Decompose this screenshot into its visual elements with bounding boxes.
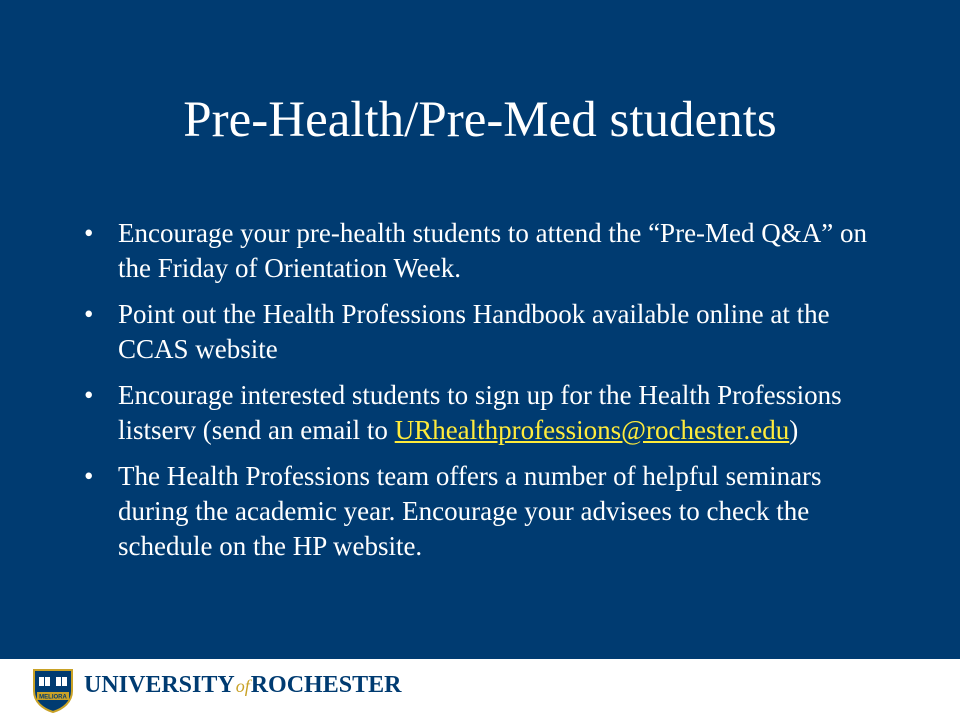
- wordmark-rochester: ROCHESTER: [250, 672, 402, 698]
- university-wordmark: [84, 672, 401, 699]
- bullet-text: The Health Professions team offers a number of helpful seminars during the academic year. Encourage your advisees to check the schedule on the HP website.: [118, 461, 822, 561]
- bullet-dot: •: [84, 218, 94, 248]
- svg-text:MELIORA: MELIORA: [39, 694, 67, 701]
- wordmark-of: of: [235, 676, 250, 696]
- bullet-text: Encourage your pre-health students to attend the “Pre-Med Q&A” on the Friday of Orientation Week.: [118, 218, 868, 283]
- bullet-dot: •: [84, 461, 94, 491]
- bullet-item: [84, 459, 884, 564]
- bullet-dot: •: [84, 299, 94, 329]
- bullet-text: Encourage interested students to sign up for the Health Professions listserv (send an email to: [118, 380, 842, 445]
- email-link[interactable]: URhealthprofessions@rochester.edu: [394, 415, 790, 445]
- wordmark-university: UNIVERSITY: [84, 672, 235, 698]
- bullet-text: Point out the Health Professions Handbook available online at the CCAS website: [118, 299, 830, 364]
- bullet-list: [84, 216, 884, 575]
- bullet-item: [84, 297, 884, 367]
- bullet-item: [84, 378, 884, 448]
- bullet-text-end: ): [789, 415, 799, 445]
- slide-title: Pre-Health/Pre-Med students: [183, 92, 777, 148]
- bullet-dot: •: [84, 380, 94, 410]
- university-crest-icon: [30, 667, 76, 713]
- bullet-item: [84, 216, 884, 286]
